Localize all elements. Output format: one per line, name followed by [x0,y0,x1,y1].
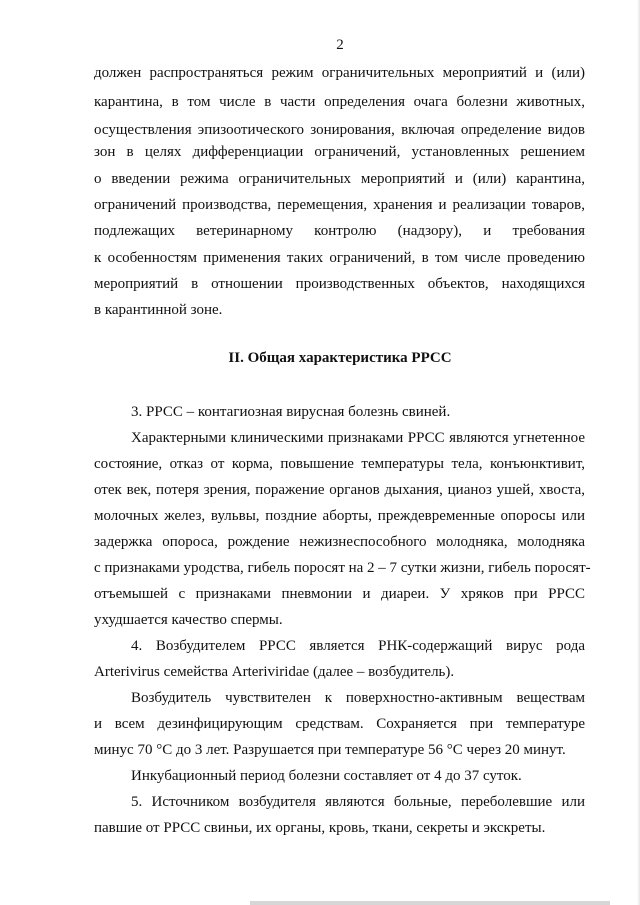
text-line: задержка опороса, рождение нежизнеспособного молодняка, молодняка [94,534,585,550]
text-line: Характерными клиническими признаками РРСС являются угнетенное [131,430,585,446]
text-line: Инкубационный период болезни составляет от 4 до 37 суток. [131,768,522,784]
text-line: минус 70 °С до 3 лет. Разрушается при температуре 56 °С через 20 минут. [94,742,566,758]
text-line: осуществления эпизоотического зонирования, включая определение видов [94,122,585,138]
text-line: 4. Возбудителем РРСС является РНК-содержащий вирус рода [131,638,585,654]
text-line: ограничений производства, перемещения, хранения и реализации товаров, [94,197,585,213]
text-line: состояние, отказ от корма, повышение температуры тела, конъюнктивит, [94,456,585,472]
text-line: карантина, в том числе в части определения очага болезни животных, [94,94,585,110]
text-line: зон в целях дифференциации ограничений, установленных решением [94,144,585,160]
text-line: отек век, потеря зрения, поражение органов дыхания, цианоз ушей, хвоста, [94,482,585,498]
text-line: о введении режима ограничительных мероприятий и (или) карантина, [94,171,585,187]
text-line: к особенностям применения таких ограничений, в том числе проведению [94,250,585,266]
text-line: 5. Источником возбудителя являются больные, переболевшие или [131,794,585,810]
text-line: молочных желез, вульвы, поздние аборты, преждевременные опоросы или [94,508,585,524]
text-line: в карантинной зоне. [94,302,223,318]
text-line: с признаками уродства, гибель поросят на 2 – 7 сутки жизни, гибель поросят- [94,560,591,576]
text-line: подлежащих ветеринарному контролю (надзору), и требования [94,223,585,239]
text-line: Arterivirus семейства Arteriviridae (далее – возбудитель). [94,664,455,680]
text-line: павшие от РРСС свиньи, их органы, кровь, ткани, секреты и экскреты. [94,820,546,836]
text-line: отъемышей с признаками пневмонии и диареи. У хряков при РРСС [94,586,585,602]
text-line: 3. РРСС – контагиозная вирусная болезнь свиней. [131,404,451,420]
scan-bottom-shade [250,901,610,905]
text-line: и всем дезинфицирующим средствам. Сохраняется при температуре [94,716,585,732]
section-heading: II. Общая характеристика РРСС [228,350,452,366]
text-line: ухудшается качество спермы. [94,612,283,628]
page-number: 2 [336,37,344,53]
text-line: Возбудитель чувствителен к поверхностно-активным веществам [131,690,585,706]
text-line: мероприятий в отношении производственных объектов, находящихся [94,276,585,292]
text-line: должен распространяться режим ограничительных мероприятий и (или) [94,65,585,81]
